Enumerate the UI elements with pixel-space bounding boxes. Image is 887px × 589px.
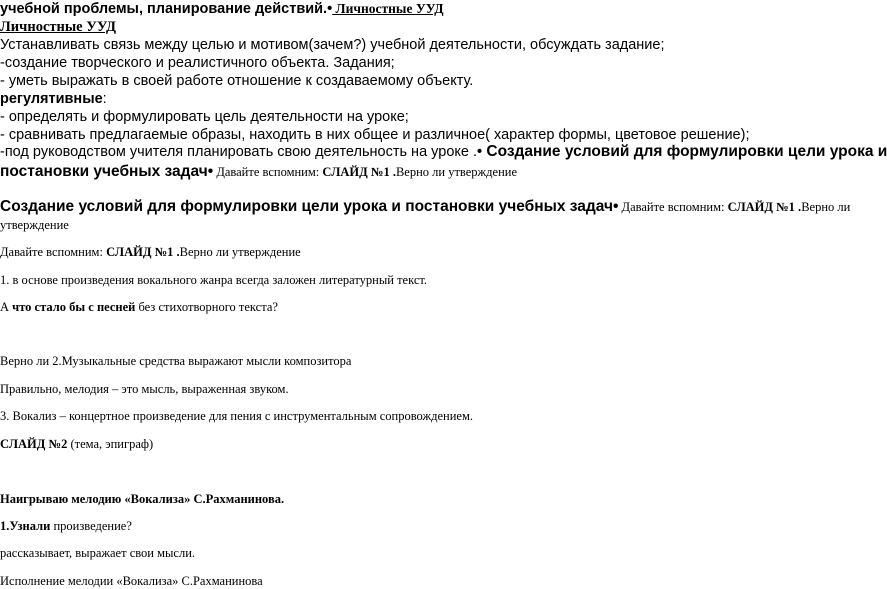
regulatory-label: регулятивные bbox=[0, 91, 103, 107]
text-line: рассказывает, выражает свои мысли. bbox=[0, 546, 196, 560]
personal-uud-heading: Личностные УУД bbox=[0, 19, 117, 35]
bullet-icon: • bbox=[327, 1, 333, 17]
slide-label: СЛАЙД №1 . bbox=[322, 165, 396, 179]
text-line-mixed bbox=[0, 518, 132, 534]
plain-text: (тема, эпиграф) bbox=[67, 437, 154, 451]
plain-text: Давайте вспомним: bbox=[0, 245, 107, 259]
personal-uud-label: Личностные УУД bbox=[332, 1, 444, 16]
bold-text: 1.Узнали bbox=[0, 519, 51, 533]
bullet-icon: • bbox=[207, 163, 214, 180]
text-line: - сравнивать предлагаемые образы, находить в них общее и различное( характер формы, цветовое решение); bbox=[0, 127, 750, 143]
text-line-mixed bbox=[0, 143, 887, 161]
text-line: 1. в основе произведения вокального жанра всегда заложен литературный текст. bbox=[0, 273, 428, 287]
text-line: - определять и формулировать цель деятельности на уроке; bbox=[0, 109, 409, 125]
text-line: Правильно, мелодия – это мысль, выраженная звуком. bbox=[0, 382, 289, 396]
slide-label: СЛАЙД №2 bbox=[0, 437, 68, 451]
text-line-mixed bbox=[0, 436, 153, 452]
colon: : bbox=[102, 91, 107, 107]
bullet-icon: • bbox=[477, 144, 483, 160]
plain-text: А bbox=[0, 300, 13, 314]
text-line-mixed bbox=[0, 299, 278, 315]
regulatory-line bbox=[0, 90, 107, 108]
text-line: утверждение bbox=[0, 218, 69, 232]
bold-text: что стало бы с песней bbox=[12, 300, 136, 314]
plain-text: без стихотворного текста? bbox=[135, 300, 278, 314]
plain-text: Давайте вспомним: bbox=[213, 165, 323, 179]
text-line: Верно ли 2.Музыкальные средства выражают мысли композитора bbox=[0, 354, 352, 368]
plain-text: Верно ли утверждение bbox=[395, 165, 518, 179]
text-line-mixed bbox=[0, 198, 850, 216]
text-line: - уметь выражать в своей работе отношение к создаваемому объекту. bbox=[0, 73, 474, 89]
text-line-mixed bbox=[0, 244, 301, 260]
plain-text: произведение? bbox=[50, 519, 132, 533]
heading-text: учебной проблемы, планирование действий. bbox=[0, 1, 328, 17]
heading-line-1 bbox=[0, 0, 444, 18]
bullet-icon: • bbox=[612, 198, 619, 215]
text-line-mixed bbox=[0, 163, 517, 181]
section-heading: Создание условий для формулировки цели урока и постановки учебных задач bbox=[0, 198, 613, 215]
plain-text: Верно ли утверждение bbox=[179, 245, 301, 259]
text-line: -создание творческого и реалистичного объекта. Задания; bbox=[0, 55, 395, 71]
plain-text: -под руководством учителя планировать свою деятельность на уроке . bbox=[0, 144, 478, 160]
text-line: Устанавливать связь между целью и мотивом(зачем?) учебной деятельности, обсуждать задание; bbox=[0, 37, 665, 53]
plain-text: Давайте вспомним: bbox=[618, 200, 728, 214]
slide-label: СЛАЙД №1 . bbox=[106, 245, 180, 259]
plain-text: Верно ли bbox=[801, 200, 851, 214]
section-heading: постановки учебных задач bbox=[0, 163, 208, 180]
section-heading: Создание условий для формулировки цели урока и bbox=[482, 143, 887, 160]
text-line: Исполнение мелодии «Вокализа» С.Рахманинова bbox=[0, 574, 263, 588]
text-line: Наигрываю мелодию «Вокализа» С.Рахманинова. bbox=[0, 492, 285, 506]
text-line: 3. Вокализ – концертное произведение для пения с инструментальным сопровождением. bbox=[0, 409, 473, 423]
slide-label: СЛАЙД №1 . bbox=[727, 200, 802, 214]
